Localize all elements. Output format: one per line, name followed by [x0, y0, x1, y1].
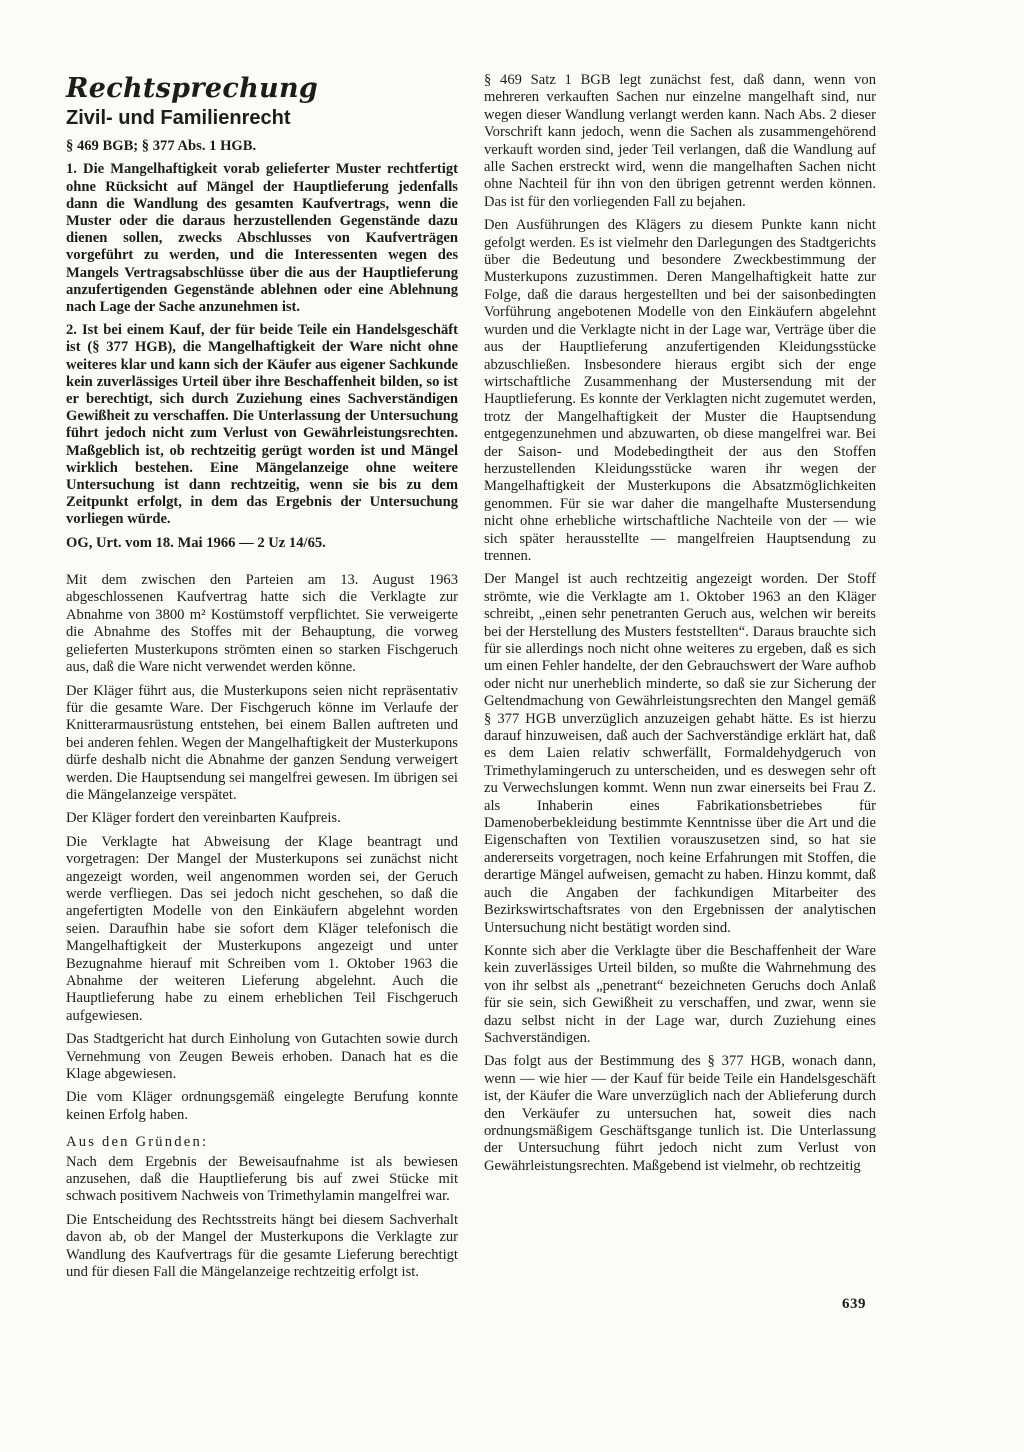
- headnote: 2. Ist bei einem Kauf, der für beide Teile ein Handelsgeschäft ist (§ 377 HGB), die Mangelhaftigkeit der Ware nicht ohne weiteres klar und kann sich der Käufer aus eigener Sachkunde kein zuverlässiges Urteil über ihre Beschaffenheit bilden, so ist er berechtigt, sich durch Zuziehung eines Sachverständigen Gewißheit zu verschaffen. Die Unterlassung der Untersuchung führt jedoch nicht zum Verlust von Gewährleistungsrechten. Maßgeblich ist, ob rechtzeitig gerügt worden ist und Mängel wirklich bestehen. Eine Mängelanzeige ohne weitere Untersuchung ist dann rechtzeitig, wenn sie bis zu dem Zeitpunkt erfolgt, in dem das Ergebnis der Untersuchung vorliegen würde.: [66, 322, 458, 528]
- facts-paragraph: Das Stadtgericht hat durch Einholung von Gutachten sowie durch Vernehmung von Zeugen Beweis erhoben. Danach hat es die Klage abgewiesen.: [66, 1031, 458, 1083]
- case-citation: OG, Urt. vom 18. Mai 1966 — 2 Uz 14/65.: [66, 534, 326, 551]
- reasons-paragraph: Nach dem Ergebnis der Beweisaufnahme ist als bewiesen anzusehen, daß die Hauptlieferung bis auf zwei Stücke mit schwach positivem Nachweis von Trimethylamin mangelfrei war.: [66, 1153, 458, 1205]
- reasons-paragraph: Den Ausführungen des Klägers zu diesem Punkte kann nicht gefolgt werden. Es ist vielmehr den Darlegungen des Stadtgerichts über die Bedeutung und besondere Zweckbestimmung der Musterkupons zuzustimmen. Deren Mangelhaftigkeit hatte zur Folge, daß die daraus hergestellten und bei der saisonbedingten Vorführung angebotenen Modelle von den Einkäufern abgelehnt wurden und die Verklagte nicht in der Lage war, Verträge über die aus der Hauptlieferung anzufertigenden Kleidungsstücke abzuschließen. Insbesondere hieraus ergibt sich der enge wirtschaftliche Zusammenhang der Mustersendung mit der Hauptlieferung. Es konnte der Verklagten nicht zugemutet werden, trotz der Mangelhaftigkeit der Muster die Hauptsendung entgegenzunehmen und abzuwarten, ob diese mangelfrei war. Bei der Saison- und Modebedingtheit der aus den Stoffen herzustellenden Kleidungsstücke waren ihr wegen der Mangelhaftigkeit der Musterkupons die Absatzmöglichkeiten genommen. Für sie war daher die mangelhafte Mustersendung nicht ohne erhebliche wirtschaftliche Nachteile von der — wie sich später herausstellte — mangelfreien Hauptsendung zu trennen.: [484, 217, 876, 564]
- reasons-paragraph: Konnte sich aber die Verklagte über die Beschaffenheit der Ware kein zuverlässiges Urteil bilden, so mußte die Wahrnehmung des von ihr selbst als „penetrant“ bezeichneten Geruchs doch Anlaß für sie sein, sich Gewißheit zu verschaffen, und zwar, wenn sie dazu selbst nicht in der Lage war, durch Zuziehung eines Sachverständigen.: [484, 942, 876, 1046]
- facts-paragraph: Mit dem zwischen den Parteien am 13. August 1963 abgeschlossenen Kaufvertrag hatte sich die Verklagte zur Abnahme von 3800 m² Kostümstoff verpflichtet. Sie verweigerte die Abnahme des Stoffes mit der Behauptung, die vorweg gelieferten Musterkupons strömten einen so starken Fischgeruch aus, daß die Ware nicht verwendet werden könne.: [66, 572, 458, 676]
- reasons-paragraph: Der Mangel ist auch rechtzeitig angezeigt worden. Der Stoff strömte, wie die Verklagte am 1. Oktober 1963 an den Kläger schreibt, „einen sehr penetranten Geruch aus, welchen wir bereits bei der Herstellung des Musters feststellten“. Daraus brauchte sich für sie allerdings noch nicht ohne weiteres zu ergeben, daß es sich um einen Fehler handelte, der den Gebrauchswert der Ware aufhob oder nicht nur unerheblich minderte, so daß sie zur Sicherung der Geltendmachung von Gewährleistungsrechten den Mangel gemäß § 377 HGB unverzüglich anzuzeigen gehabt hätte. Es ist hierzu darauf hinzuweisen, daß auch der Sachverständige erklärt hat, daß es dem Laien relativ schwerfällt, Formaldehydgeruch von Trimethylamingeruch zu unterscheiden, und es deswegen sehr oft zu Verwechslungen kommt. Wenn nun zwar einerseits bei Frau Z. als Inhaberin eines Fabrikationsbetriebes für Damenoberbekleidung bestimmte Kenntnisse über die Art und die Eigenschaften von Textilien vorauszusetzen sind, so hat sie andererseits vorgetragen, noch keine Erfahrungen mit Stoffen, die derartige Mängel aufweisen, gemacht zu haben. Hinzu kommt, daß auch die Angaben der fachkundigen Mitarbeiter des Bezirkswirtschaftsrates von den Ergebnissen der analytischen Untersuchung nicht bestätigt worden sind.: [484, 571, 876, 936]
- reasons-paragraph: § 469 Satz 1 BGB legt zunächst fest, daß dann, wenn von mehreren verkauften Sachen nur einzelne mangelhaft sind, nur wegen dieser Wandlung verlangt werden kann. Nach Abs. 2 dieser Vorschrift kann jedoch, wenn die Sachen als zusammengehörend verkauft worden sind, jeder Teil verlangen, daß die Wandlung auf alle Sachen erstreckt wird, wenn die mangelhaften Sachen nicht ohne Nachteil für ihn von den übrigen getrennt werden können. Das ist für den vorliegenden Fall zu bejahen.: [484, 72, 876, 210]
- headnote: 1. Die Mangelhaftigkeit vorab gelieferter Muster rechtfertigt ohne Rücksicht auf Mängel der Hauptlieferung jedenfalls dann die Wandlung des gesamten Kaufvertrags, wenn die Muster oder die daraus herzustellenden Gegenstände dazu dienen sollen, zwecks Abschlusses von Kaufverträgen vorgeführt zu werden, und die Interessenten wegen des Mangels Vertragsabschlüsse über die aus der Hauptlieferung anzufertigenden Gegenstände ablehnen oder eine Ablehnung nach Lage der Sache anzunehmen ist.: [66, 161, 458, 316]
- section-title: Rechtsprechung: [66, 73, 319, 104]
- reasons-paragraph: Das folgt aus der Bestimmung des § 377 HGB, wonach dann, wenn — wie hier — der Kauf für beide Teile ein Handelsgeschäft ist, der Käufer die Ware unverzüglich nach der Ablieferung durch den Verkäufer zu untersuchen hat, soweit dies nach ordnungsmäßigem Geschäftsgange tunlich ist. Die Unterlassung der Untersuchung führt jedoch nicht zum Verlust von Gewährleistungsrechten. Maßgebend ist vielmehr, ob rechtzeitig: [484, 1053, 876, 1174]
- subsection-title: Zivil- und Familienrecht: [66, 107, 291, 129]
- facts-paragraph: Die Verklagte hat Abweisung der Klage beantragt und vorgetragen: Der Mangel der Musterkupons sei zunächst nicht angezeigt worden, weil angenommen worden sei, der Geruch werde verfliegen. Das sei jedoch nicht geschehen, so daß die angefertigten Modelle von den Einkäufern abgelehnt worden seien. Daraufhin habe sie sofort dem Kläger telefonisch die Mangelhaftigkeit der Musterkupons angezeigt und unter Bezugnahme hierauf mit Schreiben vom 1. Oktober 1963 die Abnahme der weiteren Lieferung abgelehnt. Auch die Hauptlieferung habe zu einem erheblichen Teil Fischgeruch aufgewiesen.: [66, 833, 458, 1024]
- statute-reference: § 469 BGB; § 377 Abs. 1 HGB.: [66, 138, 257, 154]
- right-column: [484, 72, 876, 1181]
- facts-paragraph: Der Kläger führt aus, die Musterkupons seien nicht repräsentativ für die gesamte Ware. Der Fischgeruch könne im Verlaufe der Knitterarmausrüstung entstehen, bei einem Ballen auftreten und bei anderen fehlen. Wegen der Mangelhaftigkeit der Musterkupons dürfe deshalb nicht die Abnahme der ganzen Sendung verweigert werden. Die Hauptsendung sei mangelfrei gewesen. Im übrigen sei die Mängelanzeige verspätet.: [66, 682, 458, 803]
- page-number: 639: [842, 1296, 866, 1312]
- reasons-paragraph: Die Entscheidung des Rechtsstreits hängt bei diesem Sachverhalt davon ab, ob der Mangel der Musterkupons die Verklagte zur Wandlung des Kaufvertrags für die gesamte Lieferung berechtigt und für diesen Fall die Mängelanzeige rechtzeitig erfolgt ist.: [66, 1211, 458, 1281]
- reasons-heading: Aus den Gründen:: [66, 1134, 209, 1151]
- facts-paragraph: Die vom Kläger ordnungsgemäß eingelegte Berufung konnte keinen Erfolg haben.: [66, 1089, 458, 1123]
- facts-paragraph: Der Kläger fordert den vereinbarten Kaufpreis.: [66, 810, 341, 827]
- left-column: [66, 72, 458, 1288]
